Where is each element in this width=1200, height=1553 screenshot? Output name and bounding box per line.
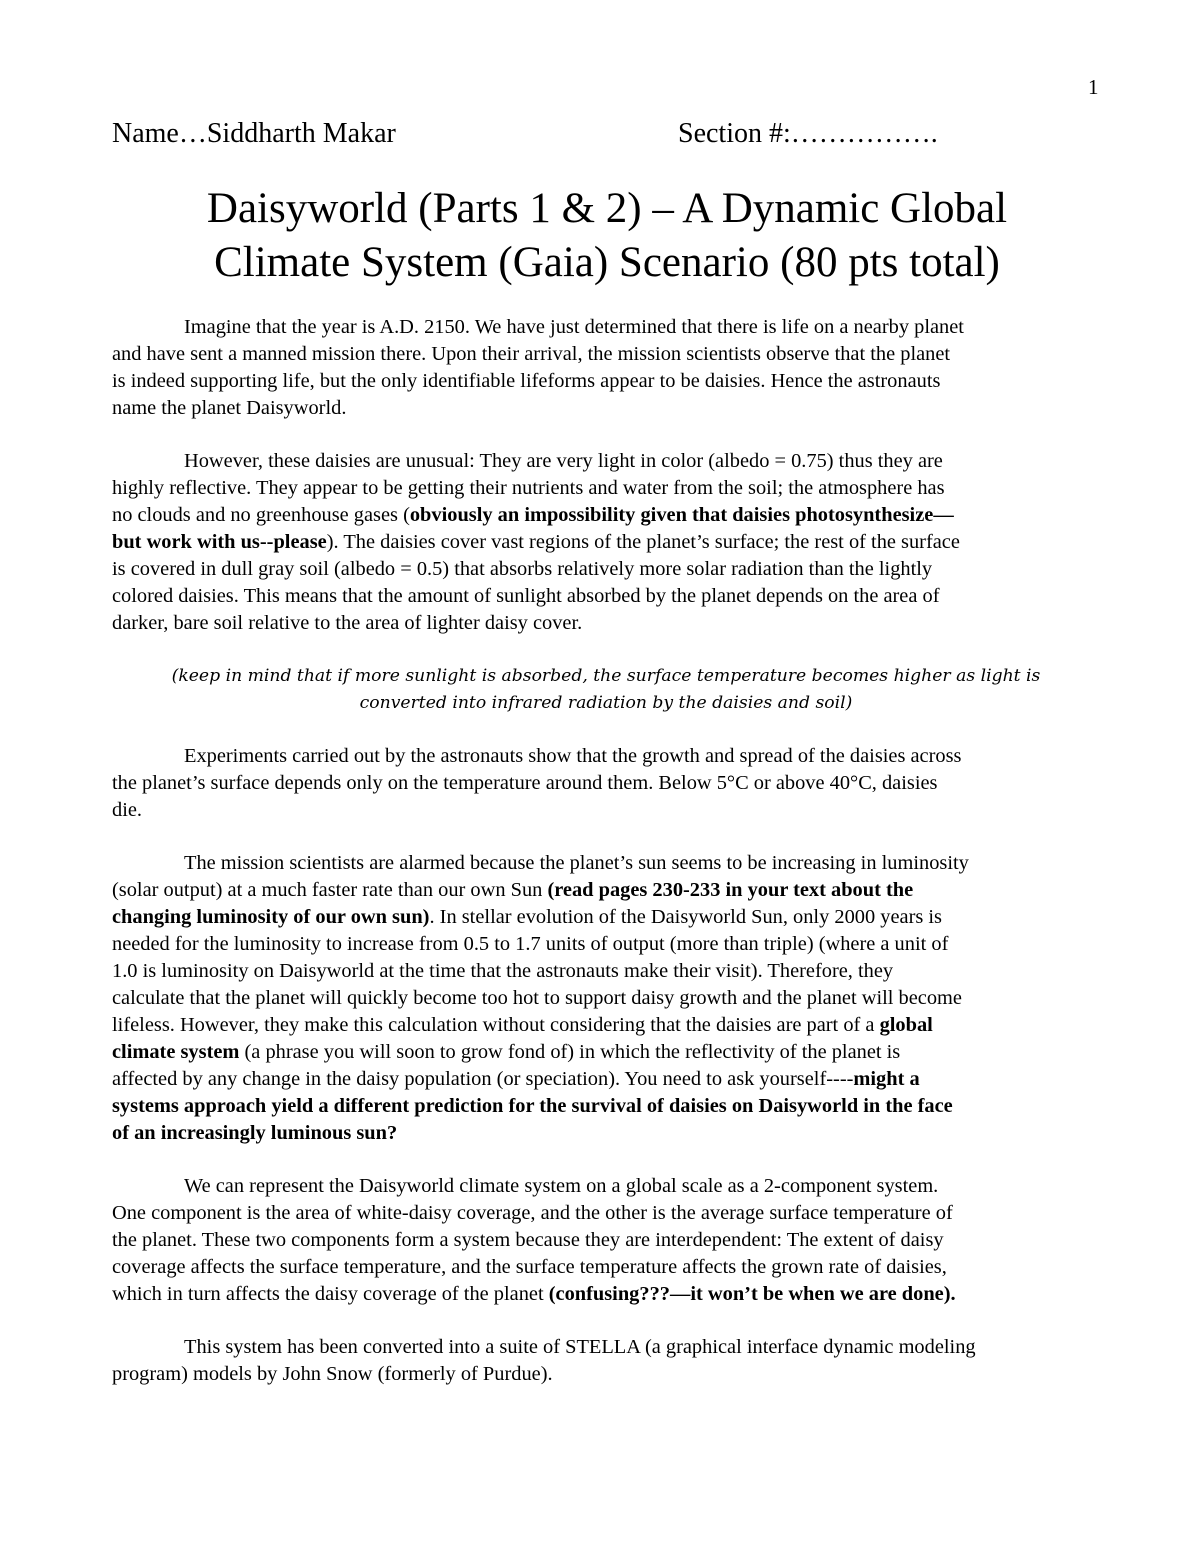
text-line: die. [112, 799, 143, 821]
paragraph-system [112, 1173, 1100, 1308]
text-line: We can represent the Daisyworld climate system on a global scale as a 2-component system. [184, 1175, 939, 1197]
name-field: Name…Siddharth Makar [112, 118, 396, 149]
text-line: 1.0 is luminosity on Daisyworld at the time that the astronauts make their visit). Therefore, they [112, 960, 894, 982]
italic-note [112, 663, 1100, 717]
text-line: the planet. These two components form a system because they are interdependent: The extent of daisy [112, 1229, 944, 1251]
text-line: coverage affects the surface temperature, and the surface temperature affects the grown rate of daisies, [112, 1256, 947, 1278]
text-line: program) models by John Snow (formerly of Purdue). [112, 1363, 553, 1385]
text-line: is covered in dull gray soil (albedo = 0.5) that absorbs relatively more solar radiation than the lightly [112, 558, 933, 580]
bold-text: climate system [112, 1041, 240, 1063]
bold-text: systems approach yield a different prediction for the survival of daisies on Daisyworld in the face [112, 1095, 953, 1117]
text-run: (a phrase you will soon to grow fond of) in which the reflectivity of the planet is [239, 1041, 901, 1063]
bold-text: changing luminosity of our own sun) [112, 906, 430, 928]
bold-text: (read pages 230-233 in your text about the [547, 879, 914, 901]
bold-text: might a [853, 1068, 920, 1090]
text-line: the planet’s surface depends only on the temperature around them. Below 5°C or above 40°C, daisies [112, 772, 938, 794]
text-line: highly reflective. They appear to be getting their nutrients and water from the soil; the atmosphere has [112, 477, 945, 499]
text-line: darker, bare soil relative to the area of lighter daisy cover. [112, 612, 583, 634]
text-line: This system has been converted into a suite of STELLA (a graphical interface dynamic modeling [184, 1336, 976, 1358]
text-run: lifeless. However, they make this calculation without considering that the daisies are part of a [112, 1014, 880, 1036]
title-line-1: Daisyworld (Parts 1 & 2) – A Dynamic Global [206, 185, 1008, 232]
text-line [112, 502, 1100, 529]
paragraph-luminosity [112, 850, 1100, 1147]
text-line: The mission scientists are alarmed because the planet’s sun seems to be increasing in luminosity [184, 852, 969, 874]
text-run: no clouds and no greenhouse gases ( [112, 504, 410, 526]
document-body [112, 314, 1100, 1414]
bold-text: but work with us--please [112, 531, 327, 553]
text-line: One component is the area of white-daisy coverage, and the other is the average surface temperature of [112, 1202, 953, 1224]
note-line: (keep in mind that if more sunlight is absorbed, the surface temperature becomes higher as light is [171, 666, 1041, 686]
title-line-2: Climate System (Gaia) Scenario (80 pts total) [214, 239, 1000, 286]
text-line [112, 877, 1100, 904]
text-run: ). The daisies cover vast regions of the planet’s surface; the rest of the surface [326, 531, 960, 553]
text-line: However, these daisies are unusual: They are very light in color (albedo = 0.75) thus they are [184, 450, 943, 472]
text-line [112, 1012, 1100, 1039]
bold-text: global [879, 1014, 933, 1036]
text-line [112, 904, 1100, 931]
text-line: is indeed supporting life, but the only identifiable lifeforms appear to be daisies. Hence the astronauts [112, 370, 941, 392]
text-line [112, 529, 1100, 556]
text-run: . In stellar evolution of the Daisyworld Sun, only 2000 years is [429, 906, 942, 928]
bold-text: (confusing???—it won’t be when we are done). [548, 1283, 956, 1305]
text-line: colored daisies. This means that the amount of sunlight absorbed by the planet depends on the area of [112, 585, 940, 607]
paragraph-intro [112, 314, 1100, 422]
header-fields [112, 114, 1092, 154]
note-line: converted into infrared radiation by the daisies and soil) [359, 693, 853, 713]
text-run: (solar output) at a much faster rate than our own Sun [112, 879, 548, 901]
text-line [112, 1093, 1100, 1120]
text-run: which in turn affects the daisy coverage of the planet [112, 1283, 549, 1305]
text-line [112, 1066, 1100, 1093]
text-line [112, 1281, 1100, 1308]
bold-text: obviously an impossibility given that daisies photosynthesize— [409, 504, 954, 526]
paragraph-stella [112, 1334, 1100, 1388]
text-line: and have sent a manned mission there. Upon their arrival, the mission scientists observe that the planet [112, 343, 951, 365]
page-number: 1 [1088, 75, 1099, 99]
section-field: Section #:……………. [678, 118, 938, 149]
text-line: name the planet Daisyworld. [112, 397, 347, 419]
text-line: Experiments carried out by the astronauts show that the growth and spread of the daisies across [184, 745, 962, 767]
document-title [112, 182, 1102, 290]
text-line: Imagine that the year is A.D. 2150. We have just determined that there is life on a nearby planet [184, 316, 964, 338]
paragraph-experiments [112, 743, 1100, 824]
text-line: needed for the luminosity to increase from 0.5 to 1.7 units of output (more than triple) (where a unit of [112, 933, 949, 955]
text-line [112, 1039, 1100, 1066]
paragraph-daisies [112, 448, 1100, 637]
text-line: calculate that the planet will quickly become too hot to support daisy growth and the planet will become [112, 987, 962, 1009]
text-run: affected by any change in the daisy population (or speciation). You need to ask yourself---- [112, 1068, 854, 1090]
bold-text: of an increasingly luminous sun? [112, 1122, 398, 1144]
text-line [112, 1120, 1100, 1147]
